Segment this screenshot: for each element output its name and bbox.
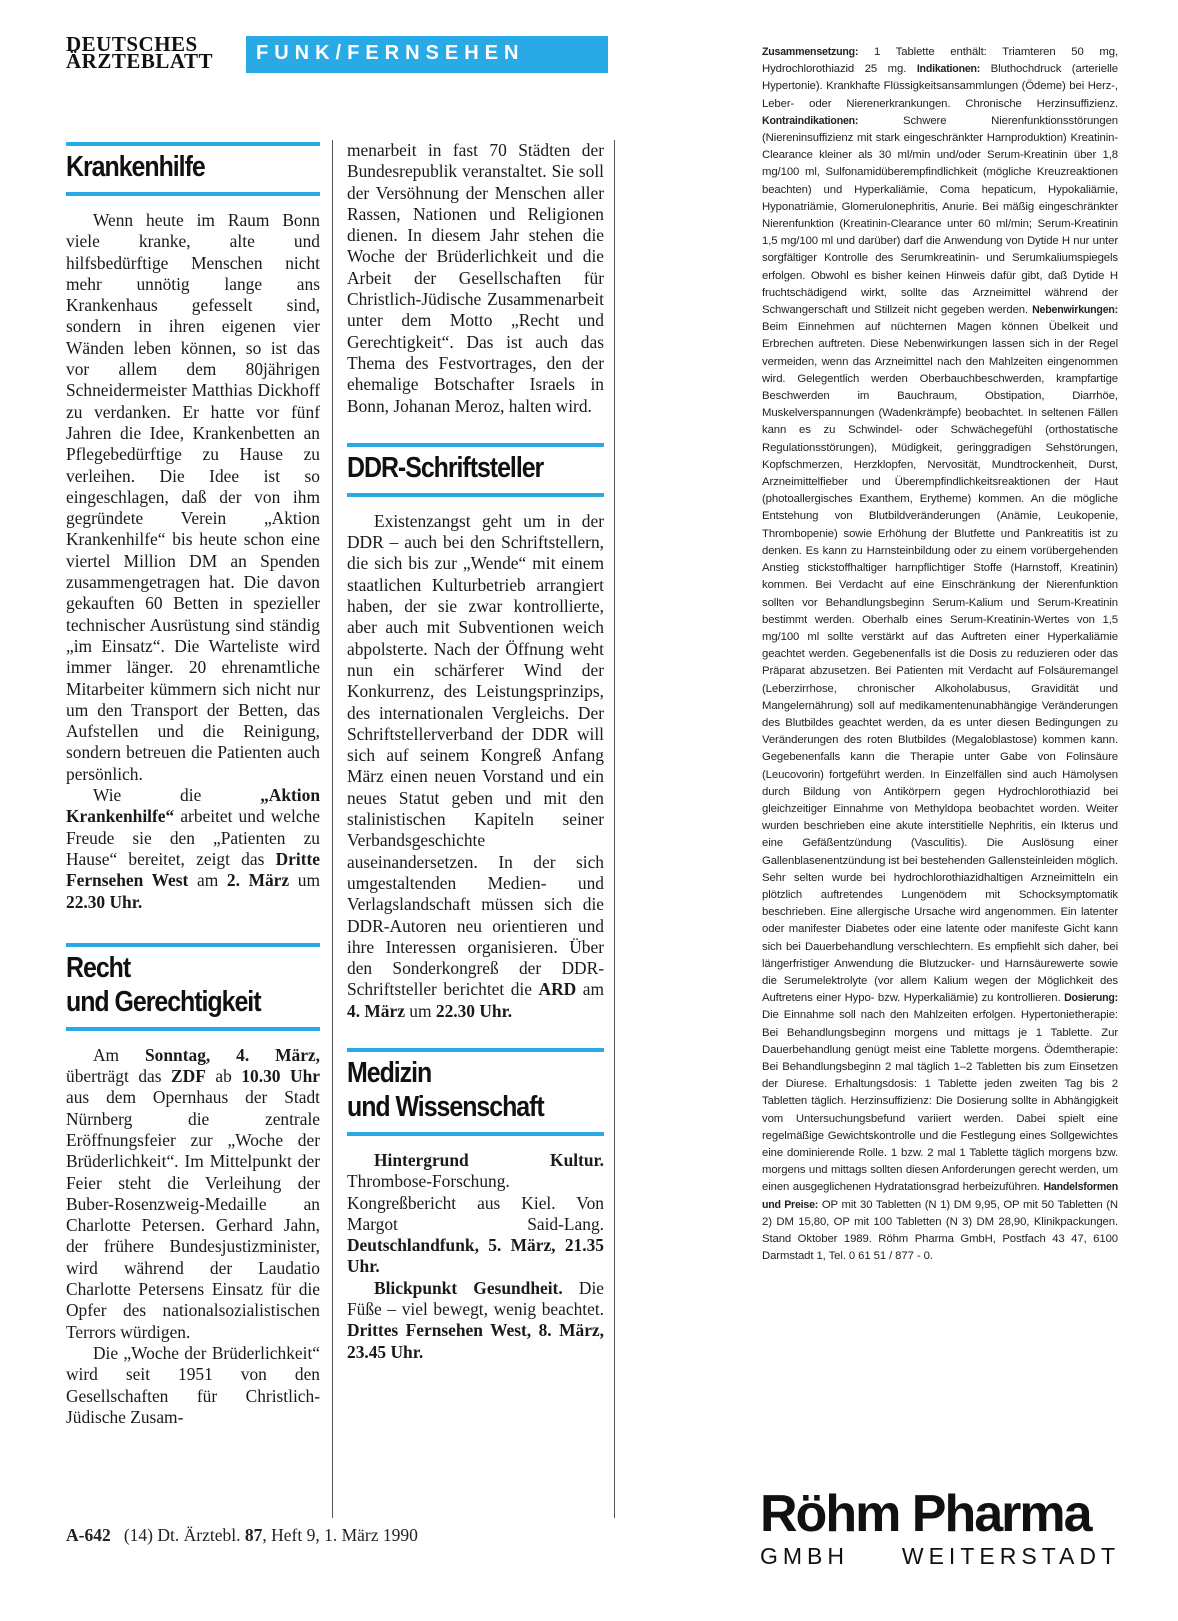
heading-recht-line-2: und Gerechtigkeit xyxy=(66,985,261,1018)
label-kontraindikationen: Kontraindikationen: xyxy=(762,114,859,127)
heading-block xyxy=(347,447,604,493)
heading-rule-bottom xyxy=(347,1132,604,1136)
column-1 xyxy=(66,142,320,1428)
drug-info-text: Zusammensetzung: 1 Tablette enthält: Triamteren 50 mg, Hydrochlorothiazid 25 mg. Indikationen: Bluthochdruck (arterielle Hypertonie). Krankhafte Flüssigkeitsansammlungen (Ödeme) bei Herz-, Leber- oder Nierenerkrankungen. Chronische Herzinsuffizienz. Kontraindikationen: Schwere Nierenfunktionsstörungen (Niereninsuffizienz mit stark eingeschränkter Harnproduktion) Kreatinin-Clearance kleiner als 30 ml/min und/oder Serum-Kreatinin über 1,8 mg/100 ml, Sulfonamidüberempfindlichkeit (mögliche Kreuzreaktionen beachten) und Hyperkaliämie, Coma hepaticum, Hypokaliämie, Hyponatriämie, Glomerulonephritis, Anurie. Bei mäßig eingeschränkter Nierenfunktion (Kreatinin-Clearance unter 60 ml/min; Serum-Kreatinin 1,5 mg/100 ml und darüber) darf die Anwendung von Dytide H nur unter sorgfältiger Kontrolle des Serumkreatinin- und Serumkaliumspiegels erfolgen. Obwohl es bisher keinen Hinweis dafür gibt, daß Dytide H fruchtschädigend wirkt, sollte das Arzneimittel während der Schwangerschaft und Stillzeit nicht gegeben werden. Nebenwirkungen: Beim Einnehmen auf nüchternen Magen können Übelkeit und Erbrechen auftreten. Diese Nebenwirkungen lassen sich in der Regel vermeiden, wenn das Arzneimittel nach den Mahlzeiten eingenommen wird. Gelegentlich werden Oberbauchbeschwerden, krampfartige Beschwerden im Bauchraum, Obstipation, Diarrhöe, Muskelverspannungen (Wadenkrämpfe) beobachtet. In seltenen Fällen kann es zu Schwindel- oder Schwächegefühl (orthostatische Regulationsstörungen), Müdigkeit, geringgradigen Sehstörungen, Kopfschmerzen, Herzklopfen, Nervosität, Mundtrockenheit, Durst, Arzneimittelfieber und Überempfindlichkeitsreaktionen der Haut (photoallergisches Exanthem, Erytheme) kommen. An die mögliche Entstehung von Blutbildveränderungen (Anämie, Leukopenie, Thrombopenie) sowie Erhöhung der Blutfette und Pankreatitis ist zu denken. Es kann zu Harnsteinbildung oder zu einem vorübergehenden Anstieg stickstoffhaltiger harnpflichtiger Stoffe (Harnstoff, Kreatinin) kommen. Bei Verdacht auf eine Einschränkung der Nierenfunktion sollten vor Behandlungsbeginn Serum-Kalium und Serum-Kreatinin bestimmt werden. Oberhalb eines Serum-Kreatinin-Wertes von 1,5 mg/100 ml sollte verstärkt auf das Auftreten einer Hyperkaliämie geachtet werden. Gegebenenfalls ist die Dosis zu reduzieren oder das Präparat abzusetzen. Bei Patienten mit Verdacht auf Folsäuremangel (Leberzirrhose, chronischer Alkoholabusus, Gravidität und Mangelernährung) soll auf medikamentenunabhängige Veränderungen des Blutbildes geachtet werden, da es unter diesen Bedingungen zu Veränderungen des roten Blutbildes (Megaloblastose) kommen kann. Gegebenenfalls kann die Therapie unter Gabe von Folinsäure (Leucovorin) fortgeführt werden. In Einzelfällen sind auch Hämolysen durch Bildung von Antikörpern gegen Hydrochlorothiazid bei gleichzeitiger Einnahme von Methyldopa beobachtet worden. Weiter wurden beschrieben eine akute interstitielle Nephritis, ein Ikterus und eine Gefäßentzündung (Vasculitis). Die Auslösung einer Gallenblasenentzündung ist bei bestehenden Gallensteinleiden möglich. Sehr selten wurde bei hydrochlorothiazidhaltigen Arzneimitteln ein plötzlich auftretendes Lungenödem mit Schocksymptomatik beschrieben. Eine allergische Ursache wird angenommen. Ein latenter oder manifester Diabetes oder eine latente oder manifeste Gicht kann sich bei Dauerbehandlung verschlechtern. Es empfiehlt sich daher, bei längerfristiger Anwendung die Blutzucker- und Harnsäurewerte sowie die Serumelektrolyte (vor allem Kalium wegen der Möglichkeit des Auftretens einer Hypo- bzw. Hyperkaliämie) zu kontrollieren. Dosierung: Die Einnahme soll nach den Mahlzeiten erfolgen. Hypertonietherapie: Bei Behandlungsbeginn morgens und mittags je 1 Tablette. Zur Dauerbehandlung genügt meist eine Tablette morgens. Ödemtherapie: Bei Behandlungsbeginn 2 mal täglich 1–2 Tabletten bis zum Einsetzen der Diurese. Erhaltungsdosis: 1 Tablette jeden zweiten Tag bis 2 Tabletten täglich. Herzinsuffizienz: Die Dosierung sollte in Abhängigkeit vom Untersuchungsbefund variiert werden. Dabei spielt eine regelmäßige Gewichtskontrolle und die Festlegung eines Sollgewichtes eine dominierende Rolle. 1 bzw. 2 mal 1 Tablette täglich morgens bzw. morgens und mittags sollten diesen Anforderungen gerecht werden, um einen ausgeglichenen Hydratationsgrad herbeizuführen. Handelsformen und Preise: OP mit 30 Tabletten (N 1) DM 9,95, OP mit 50 Tabletten (N 2) DM 15,80, OP mit 100 Tabletten (N 3) DM 28,90, Klinikpackungen. Stand Oktober 1989. Röhm Pharma GmbH, Postfach 43 47, 6100 Darmstadt 1, Tel. 0 61 51 / 877 - 0. xyxy=(762,46,1118,1263)
roehm-pharma-logo xyxy=(760,1487,1120,1570)
label-zusammensetzung: Zusammensetzung: xyxy=(762,46,859,58)
label-dosierung: Dosierung: xyxy=(1064,992,1118,1005)
article-krankenhilfe xyxy=(66,210,320,913)
column-divider xyxy=(332,140,333,1518)
heading-block xyxy=(66,947,320,1027)
column-divider xyxy=(614,140,615,1518)
paragraph: Wenn heute im Raum Bonn viele kranke, alte und hilfsbedürftige Menschen nicht mehr unnötig lange ans Krankenhaus gefesselt sind, sondern in ihren eigenen vier Wänden leben können, so ist das vor allem dem 80jährigen Schneidermeister Matthias Dickhoff zu verdanken. Er hatte vor fünf Jahren die Idee, Krankenbetten an Pflegebedürftige zu Hause zu verleihen. Die Idee ist so eingeschlagen, daß der von ihm gegründete Verein „Aktion Krankenhilfe“ bis heute schon eine viertel Million DM an Spenden zusammengetragen hat. Die davon gekauften 60 Betten in spezieller technischer Ausrüstung sind ständig „im Einsatz“. Die Warteliste wird immer länger. 20 ehrenamtliche Mitarbeiter kümmern sich nicht nur um den Transport der Betten, das Aufstellen und die Reinigung, sondern betreuen die Patienten auch persönlich. xyxy=(66,210,320,784)
heading-recht-line-1: Recht xyxy=(66,951,131,984)
paragraph: Blickpunkt Gesundheit. Die Füße – viel bewegt, wenig beachtet. Drittes Fernsehen West, 8. März, 23.45 Uhr. xyxy=(347,1277,604,1362)
brand-subline xyxy=(760,1543,1120,1570)
journal-logo xyxy=(66,32,213,73)
logo-line-1: DEUTSCHES xyxy=(66,32,198,56)
paragraph: Existenzangst geht um in der DDR – auch bei den Schriftstellern, die sich bis zur „Wende“ mit einem staatlichen Kulturbetrieb arrangiert haben, der sie zwar kontrollierte, aber auch mit Subventionen weich abpolsterte. Nach der Öffnung weht nun ein schärferer Wind der Konkurrenz, des Leistungsprinzips, des internationalen Vergleichs. Der Schriftstellerverband der DDR will sich auf seinem Kongreß Anfang März einen neuen Vorstand und ein neues Statut geben und mit den stalinistischen Kapiteln seiner Verbandsgeschichte auseinandersetzen. In der sich umgestaltenden Medien- und Verlagslandschaft müssen sich die DDR-Autoren neu orientieren und ihre Interessen organisieren. Über den Sonderkongreß der DDR-Schriftsteller berichtet die ARD am 4. März um 22.30 Uhr. xyxy=(347,510,605,1021)
heading-rule-bottom xyxy=(347,493,604,497)
heading-krankenhilfe: Krankenhilfe xyxy=(66,151,205,183)
article-recht xyxy=(66,1045,320,1428)
article-medizin xyxy=(347,1150,604,1363)
heading-block xyxy=(66,146,320,192)
heading-ddr-schriftsteller: DDR-Schriftsteller xyxy=(347,451,544,484)
heading-rule-bottom xyxy=(66,1027,320,1031)
heading-block xyxy=(347,1052,604,1132)
heading-medizin-line-2: und Wissenschaft xyxy=(347,1090,544,1123)
brand-gmbh: GMBH xyxy=(760,1543,849,1569)
page-footer: A-642 (14) Dt. Ärztebl. 87, Heft 9, 1. März 1990 xyxy=(66,1525,418,1545)
section-banner: FUNK/FERNSEHEN xyxy=(246,36,608,73)
article-ddr xyxy=(347,511,604,1022)
masthead xyxy=(66,32,213,76)
page-number: A-642 xyxy=(66,1525,111,1545)
article-recht-continued xyxy=(347,140,604,417)
paragraph: Am Sonntag, 4. März, überträgt das ZDF ab 10.30 Uhr aus dem Opernhaus der Stadt Nürnberg die zentrale Eröffnungsfeier zur „Woche der Brüderlichkeit“. Im Mittelpunkt der Feier steht die Verleihung der Buber-Rosenzweig-Medaille an Charlotte Petersen. Gerhard Jahn, der frühere Bundesjustizminister, wird während der Laudatio Charlotte Petersens Einsatz für die Opfer des nationalsozialistischen Terrors würdigen. xyxy=(66,1044,320,1342)
paragraph: Wie die „Aktion Krankenhilfe“ arbeitet und welche Freude sie den „Patienten zu Hause“ bereitet, zeigt das Dritte Fernsehen West am 2. März um 22.30 Uhr. xyxy=(66,785,320,912)
paragraph: menarbeit in fast 70 Städten der Bundesrepublik veranstaltet. Sie soll der Versöhnung der Menschen aller Rassen, Nationen und Religionen dienen. In diesem Jahr stehen die Woche der Brüderlichkeit und die Arbeit der Gesellschaften für Christlich-Jüdische Zusammenarbeit unter dem Motto „Recht und Gerechtigkeit“. Das ist auch das Thema des Festvortrages, den der ehemalige Botschafter Israels in Bonn, Johanan Meroz, halten wird. xyxy=(347,140,604,416)
paragraph: Die „Woche der Brüderlichkeit“ wird seit 1951 von den Gesellschaften für Christlich-Jüdische Zusam- xyxy=(66,1342,320,1427)
brand-name: Röhm Pharma xyxy=(760,1485,1091,1543)
column-2 xyxy=(347,140,604,1363)
label-nebenwirkungen: Nebenwirkungen: xyxy=(1032,304,1118,317)
heading-rule-bottom xyxy=(66,192,320,196)
paragraph: Hintergrund Kultur. Thrombose-Forschung. Kongreßbericht aus Kiel. Von Margot Said-Lang. Deutschlandfunk, 5. März, 21.35 Uhr. xyxy=(347,1149,604,1277)
heading-medizin-line-1: Medizin xyxy=(347,1056,432,1089)
logo-line-2: ÄRZTEBLATT xyxy=(66,49,213,73)
label-handelsformen: Handelsformen und Preise: xyxy=(762,1181,1118,1211)
label-indikationen: Indikationen: xyxy=(916,63,981,76)
brand-city: WEITERSTADT xyxy=(901,1543,1120,1569)
